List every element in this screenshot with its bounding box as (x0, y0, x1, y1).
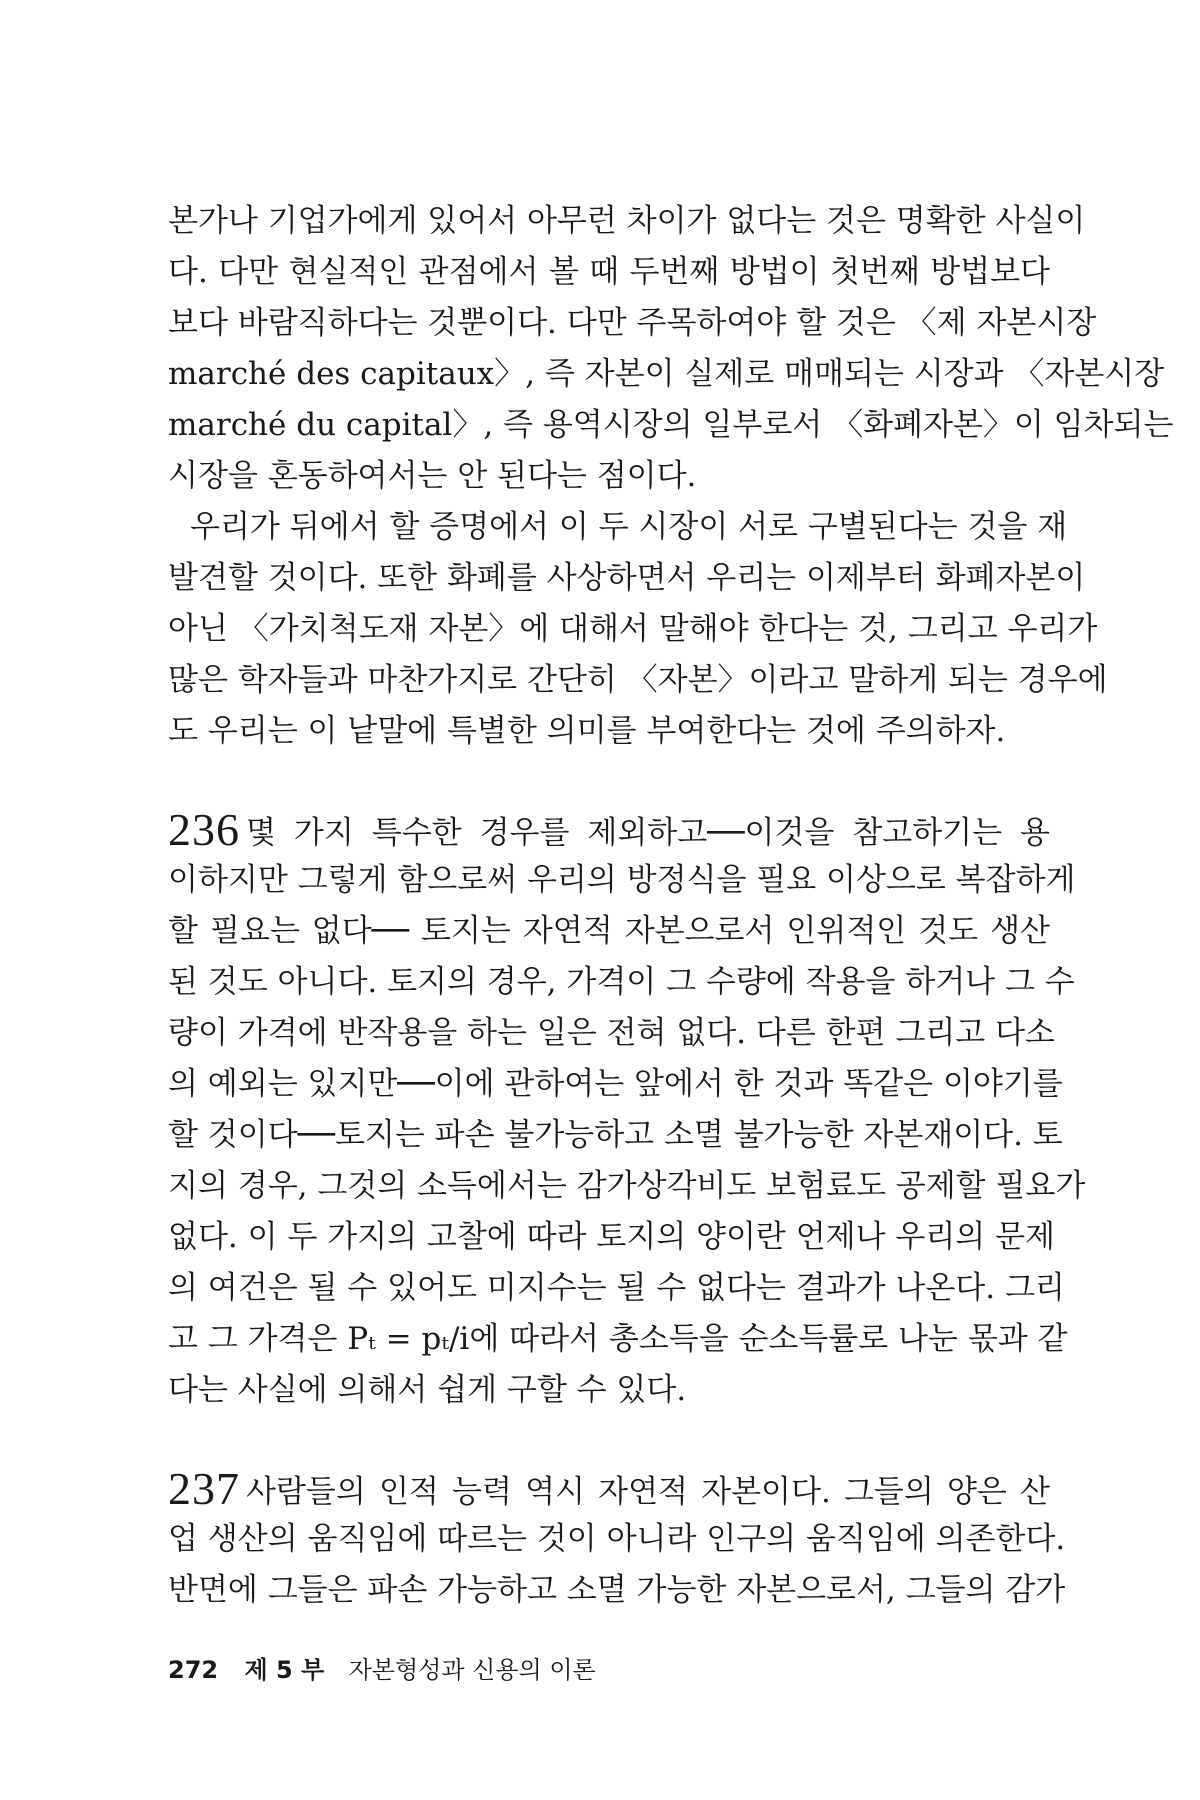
text-line: 의 여건은 될 수 있어도 미지수는 될 수 없다는 결과가 나온다. 그리 (168, 1270, 1065, 1306)
text-line: 시장을 혼동하여서는 안 된다는 점이다. (168, 458, 697, 494)
text-line: 많은 학자들과 마찬가지로 간단히 〈자본〉이라고 말하게 되는 경우에 (168, 662, 1108, 698)
section-first-line (168, 1463, 1050, 1514)
section-236 (168, 804, 1086, 1416)
text-line: 된 것도 아니다. 토지의 경우, 가격이 그 수량에 작용을 하거나 그 수 (168, 964, 1075, 1000)
text-line: 발견할 것이다. 또한 화폐를 사상하면서 우리는 이제부터 화폐자본이 (168, 560, 1086, 596)
text-line: 아닌 〈가치척도재 자본〉에 대해서 말해야 한다는 것, 그리고 우리가 (168, 611, 1098, 647)
intro-paragraph (168, 196, 1174, 502)
text-line: 반면에 그들은 파손 가능하고 소멸 가능한 자본으로서, 그들의 감가 (168, 1572, 1066, 1608)
paragraph-2 (168, 502, 1108, 757)
text-line: 지의 경우, 그것의 소득에서는 감가상각비도 보험료도 공제할 필요가 (168, 1168, 1086, 1204)
page-footer (168, 1650, 596, 1685)
text-line: 몇 가지 특수한 경우를 제외하고──이것을 참고하기는 용 (246, 815, 1050, 851)
page-number: 272 (168, 1656, 219, 1684)
section-first-line (168, 804, 1050, 855)
running-title: 자본형성과 신용의 이론 (348, 1656, 596, 1684)
text-line: 없다. 이 두 가지의 고찰에 따라 토지의 양이란 언제나 우리의 문제 (168, 1219, 1055, 1255)
text-line: marché du capital〉, 즉 용역시장의 일부로서 〈화폐자본〉이 임차되는 (168, 407, 1174, 443)
text-line: 다는 사실에 의해서 쉽게 구할 수 있다. (168, 1372, 687, 1408)
text-line: marché des capitaux〉, 즉 자본이 실제로 매매되는 시장과 〈자본시장 (168, 356, 1165, 392)
text-line: 본가나 기업가에게 있어서 아무런 차이가 없다는 것은 명확한 사실이 (168, 203, 1086, 239)
text-line: 고 그 가격은 Pₜ = pₜ/i에 따라서 총소득을 순소득률로 나눈 몫과 같 (168, 1321, 1068, 1357)
text-line: 도 우리는 이 낱말에 특별한 의미를 부여한다는 것에 주의하자. (168, 713, 1006, 749)
text-line: 할 것이다──토지는 파손 불가능하고 소멸 불가능한 자본재이다. 토 (168, 1117, 1063, 1153)
text-line: 의 예외는 있지만──이에 관하여는 앞에서 한 것과 똑같은 이야기를 (168, 1066, 1063, 1102)
section-237 (168, 1463, 1066, 1616)
text-line: 이하지만 그렇게 함으로써 우리의 방정식을 필요 이상으로 복잡하게 (168, 862, 1076, 898)
text-line: 량이 가격에 반작용을 하는 일은 전혀 없다. 다른 한편 그리고 다소 (168, 1015, 1055, 1051)
section-number: 237 (168, 1463, 240, 1514)
text-line: 할 필요는 없다── 토지는 자연적 자본으로서 인위적인 것도 생산 (168, 913, 1050, 949)
text-line: 사람들의 인적 능력 역시 자연적 자본이다. 그들의 양은 산 (246, 1474, 1050, 1510)
text-line: 다. 다만 현실적인 관점에서 볼 때 두번째 방법이 첫번째 방법보다 (168, 254, 1050, 290)
section-spacer (168, 1416, 1050, 1463)
text-line: 업 생산의 움직임에 따르는 것이 아니라 인구의 움직임에 의존한다. (168, 1521, 1066, 1557)
part-label: 제 5 부 (244, 1656, 325, 1684)
text-line: 보다 바람직하다는 것뿐이다. 다만 주목하여야 할 것은 〈제 자본시장 (168, 305, 1097, 341)
text-line: 우리가 뒤에서 할 증명에서 이 두 시장이 서로 구별된다는 것을 재 (190, 509, 1068, 545)
section-spacer (168, 757, 1050, 804)
page-body (168, 196, 1174, 1616)
section-number: 236 (168, 804, 240, 855)
